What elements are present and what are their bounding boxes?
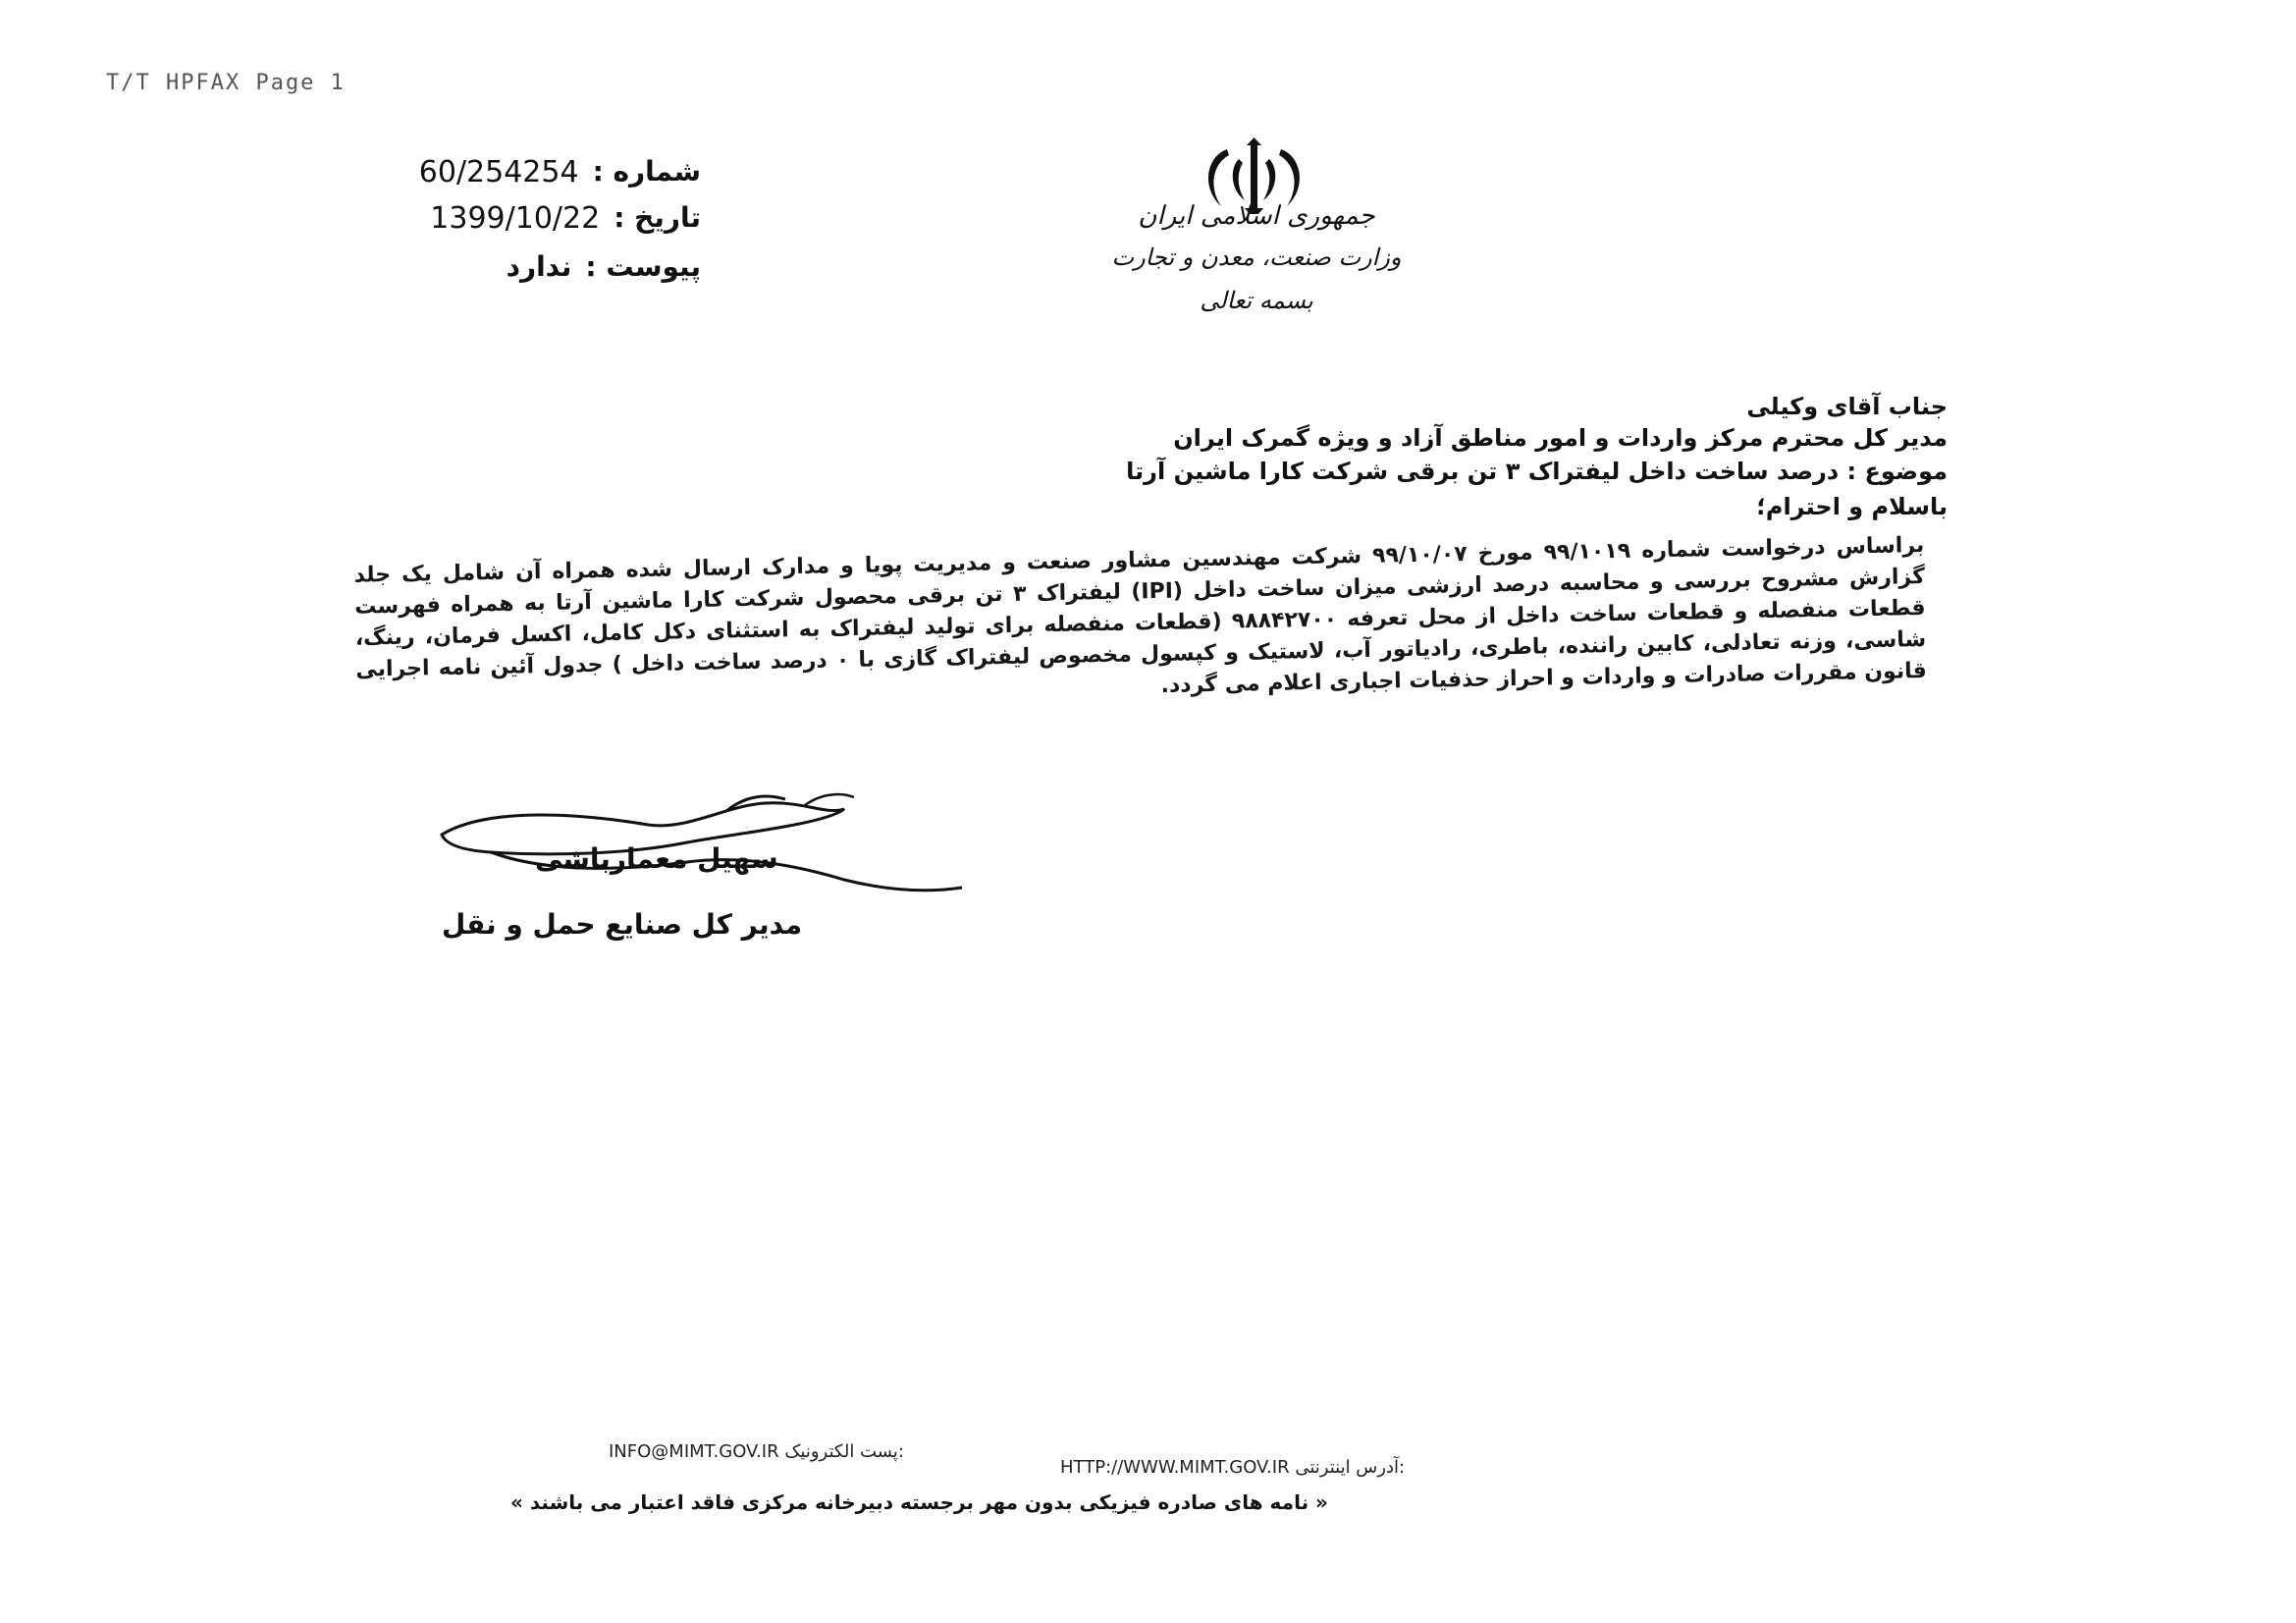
letterhead-invocation: بسمه تعالی: [1200, 287, 1313, 314]
letter-number-value: 60/254254: [418, 155, 579, 189]
signatory-title: مدیر کل صنایع حمل و نقل: [442, 908, 803, 941]
letter-number-row: [419, 155, 701, 189]
letter-attachment-value: ندارد: [506, 250, 572, 283]
letter-date-value: 1399/10/22: [430, 201, 601, 236]
fax-header: T/T HPFAX Page 1: [106, 71, 346, 95]
footer-email-row: [609, 1441, 904, 1462]
letterhead-country: جمهوری اسلامی ایران: [1138, 201, 1375, 231]
letter-attachment-row: [507, 250, 701, 283]
letter-subject: موضوع : درصد ساخت داخل لیفتراک ۳ تن برقی شرکت کارا ماشین آرتا: [1126, 458, 1948, 485]
letter-date-row: [430, 201, 701, 236]
addressee-title: مدیر کل محترم مرکز واردات و امور مناطق آزاد و ویژه گمرک ایران: [1173, 424, 1948, 452]
letter-body: براساس درخواست شماره ۹۹/۱۰۱۹ مورخ ۹۹/۱۰/۰۷ شرکت مهندسین مشاور صنعت و مدیریت پویا و مدارک ارسال شده همراه آن شامل یک جلد گزارش مشروح بررسی و محاسبه درصد ارزشی میزان ساخت داخل (IPI) لیفتراک ۳ تن برقی محصول شرکت کارا ماشین آرتا به همراه فهرست قطعات منفصله و قطعات ساخت داخل از محل تعرفه ۹۸۸۴۲۷۰۰ (قطعات منفصله برای تولید لیفتراک به استثنای دکل کامل، اکسل فرمان، رینگ، شاسی، وزنه تعادلی، کابین راننده، باطری، رادیاتور آب، لاستیک و کپسول مخصوص لیفتراک گازی با ۰ درصد ساخت داخل ) جدول آئین نامه اجرایی قانون مقررات صادرات و واردات و احراز حذفیات اجباری اعلام می گردد.: [353, 532, 1927, 698]
letterhead-ministry: وزارت صنعت، معدن و تجارت: [1111, 243, 1402, 271]
addressee-name: جناب آقای وکیلی: [1746, 393, 1948, 420]
footer-website: HTTP://WWW.MIMT.GOV.IR: [1060, 1457, 1290, 1478]
signatory-name: سهیل معمارباشی: [535, 842, 778, 875]
footer-website-label: آدرس اینترنتی:: [1295, 1457, 1406, 1478]
footer-email: INFO@MIMT.GOV.IR: [609, 1441, 779, 1462]
footer-validity-note: « نامه های صادره فیزیکی بدون مهر برجسته دبیرخانه مرکزی فاقد اعتبار می باشند »: [510, 1490, 1328, 1514]
letter-greeting: باسلام و احترام؛: [1756, 493, 1948, 520]
letter-number-label: شماره :: [592, 155, 701, 188]
footer-email-label: پست الکترونیک:: [784, 1441, 904, 1462]
letter-date-label: تاریخ :: [614, 201, 701, 234]
letter-attachment-label: پیوست :: [585, 250, 701, 283]
footer-website-row: [1060, 1457, 1405, 1478]
